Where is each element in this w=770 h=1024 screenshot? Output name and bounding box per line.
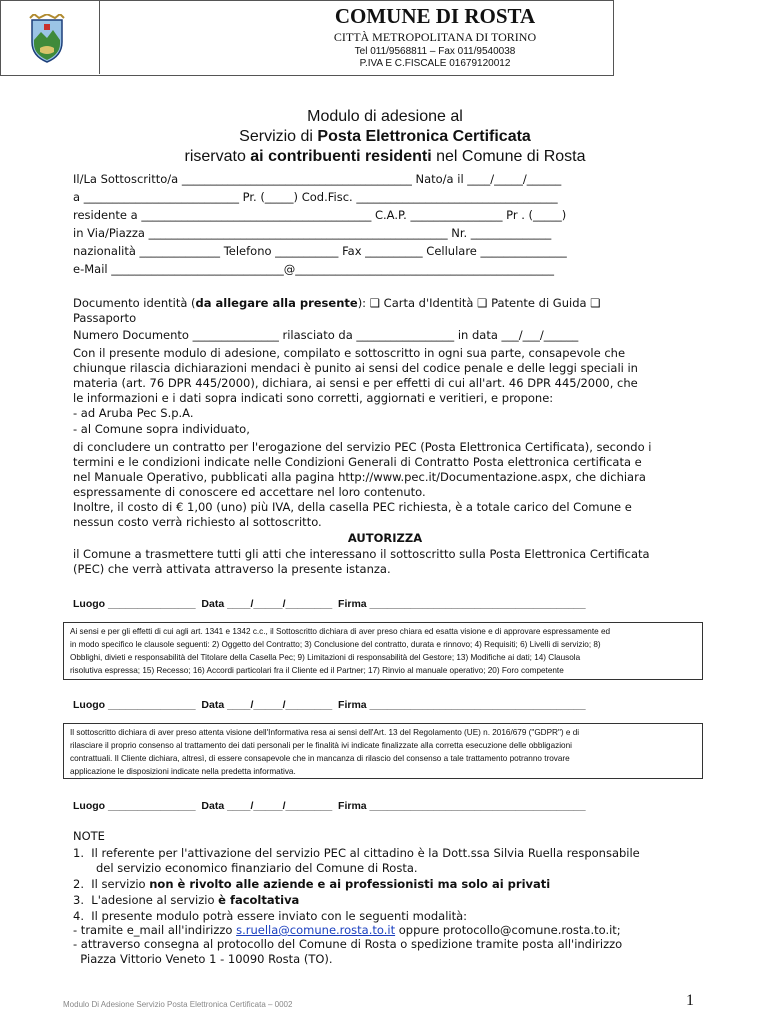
field-birthplace-taxcode[interactable]: a ___________________________ Pr. (_____) Cod.Fisc. ___________________________________ — [73, 190, 558, 204]
body-line: materia (art. 76 DPR 445/2000), dichiara, ai sensi e per effetti di cui all'art. 46 DPR 445/2000, che — [73, 376, 638, 390]
coat-of-arms-icon — [26, 14, 68, 64]
municipality-title: COMUNE DI ROSTA — [334, 4, 536, 28]
field-residence[interactable]: residente a ________________________________________ C.A.P. ________________ Pr . (_____) — [73, 208, 567, 222]
document-number-field[interactable]: Numero Documento _______________ rilasciato da _________________ in data ___/___/______ — [73, 328, 579, 342]
crest-cell — [0, 0, 100, 74]
vat-code: P.IVA E C.FISCALE 01679120012 — [359, 58, 511, 69]
body-line: le informazioni e i dati sopra indicati sono corretti, aggiornati e veritieri, e propone: — [73, 391, 554, 405]
body-line: nessun costo verrà richiesto al sottoscritto. — [73, 515, 322, 529]
clauses-text: Ai sensi e per gli effetti di cui agli art. 1341 e 1342 c.c., il Sottoscritto dichiara di aver preso chiara ed esatta visione e di approvare espressamente ed — [70, 627, 611, 636]
privacy-consent-box — [63, 723, 703, 779]
header-box — [0, 0, 614, 76]
signature-line[interactable]: Luogo _______________ Data ____/_____/________ Firma _____________________________________ — [73, 800, 586, 812]
note-post: - attraverso consegna al protocollo del Comune di Rosta o spedizione tramite posta all'indirizzo — [73, 937, 623, 951]
signature-line[interactable]: Luogo _______________ Data ____/_____/________ Firma _____________________________________ — [73, 699, 586, 711]
body-line: chiunque rilascia dichiarazioni mendaci è punito ai sensi del codice penale e delle leggi speciali in — [73, 361, 638, 375]
form-title-line1: Modulo di adesione al — [307, 108, 463, 125]
metro-city-subtitle: CITTÀ METROPOLITANA DI TORINO — [333, 30, 537, 44]
note-2: 2. Il servizio non è rivolto alle aziende e ai professionisti ma solo ai privati — [73, 877, 551, 891]
form-title-line2: Servizio di Posta Elettronica Certificata — [239, 128, 531, 145]
note-4: 4. Il presente modulo potrà essere inviato con le seguenti modalità: — [73, 909, 468, 923]
privacy-text: contrattuali. Il Cliente dichiara, altresì, di essere consapevole che in mancanza di rilascio del consenso a tale trattamento potranno trovare — [70, 754, 570, 763]
phone-fax: Tel 011/9568811 – Fax 011/9540038 — [354, 46, 516, 57]
note-1: 1. Il referente per l'attivazione del servizio PEC al cittadino è la Dott.ssa Silvia Ruella responsabile — [73, 846, 640, 860]
note-email: - tramite e_mail all'indirizzo s.ruella@comune.rosta.to.it oppure protocollo@comune.rosta.to.it; — [73, 923, 621, 937]
form-title-line3: riservato ai contribuenti residenti nel Comune di Rosta — [184, 148, 586, 165]
body-line: espressamente di conoscere ed accettare nel loro contenuto. — [73, 485, 426, 499]
authorize-text: il Comune a trasmettere tutti gli atti che interessano il sottoscritto sulla Posta Elettronica Certificata — [73, 547, 650, 561]
passport-option[interactable]: Passaporto — [73, 311, 137, 325]
note-1-cont: del servizio economico finanziario del Comune di Rosta. — [96, 861, 418, 875]
privacy-text: rilasciare il proprio consenso al trattamento dei dati personali per le finalità ivi indicate finalizzate alla corretta esecuzione delle obbligazioni — [70, 741, 572, 750]
field-email[interactable]: e-Mail ______________________________@_____________________________________________ — [73, 262, 554, 276]
clauses-text: in modo specifico le clausole seguenti: 2) Oggetto del Contratto; 3) Conclusione del contratto, durata e rinnovo; 4) Requisiti; 6) Livelli di servizio; 8) — [70, 640, 601, 649]
body-line: - ad Aruba Pec S.p.A. — [73, 406, 194, 420]
clauses-text: Obblighi, divieti e responsabilità del Titolare della Casella Pec; 9) Limitazioni di responsabilità del Gestore; 13) Modifiche ai dati; 14) Clausola — [70, 653, 581, 662]
body-line: Con il presente modulo di adesione, compilato e sottoscritto in ogni sua parte, consapevole che — [73, 346, 626, 360]
authorize-heading: AUTORIZZA — [347, 531, 423, 545]
page-number: 1 — [686, 992, 694, 1009]
field-name-birth[interactable]: Il/La Sottoscritto/a ________________________________________ Nato/a il ____/_____/______ — [73, 172, 562, 186]
email-link[interactable]: s.ruella@comune.rosta.to.it — [236, 923, 396, 937]
footer-text: Modulo Di Adesione Servizio Posta Elettronica Certificata – 0002 — [63, 1000, 293, 1009]
body-line: - al Comune sopra individuato, — [73, 422, 250, 436]
clauses-text: risolutiva espressa; 15) Recesso; 16) Accordi particolari fra il Cliente ed il Partner; 17) Rinvio al manuale operativo; 20) Foro competente — [70, 666, 564, 675]
privacy-text: applicazione le disposizioni indicate nella predetta informativa. — [70, 767, 296, 776]
note-address: Piazza Vittorio Veneto 1 - 10090 Rosta (TO). — [73, 952, 333, 966]
body-line: termini e le condizioni indicate nelle Condizioni Generali di Contratto Posta elettronica certificata e — [73, 455, 642, 469]
identity-document-options[interactable]: Documento identità (da allegare alla presente): ❑ Carta d'Identità ❑ Patente di Guida ❑ — [73, 296, 601, 310]
field-address[interactable]: in Via/Piazza ____________________________________________________ Nr. ______________ — [73, 226, 552, 240]
field-contacts[interactable]: nazionalità ______________ Telefono ___________ Fax __________ Cellulare _______________ — [73, 244, 567, 258]
note-3: 3. L'adesione al servizio è facoltativa — [73, 893, 300, 907]
signature-line[interactable]: Luogo _______________ Data ____/_____/________ Firma _____________________________________ — [73, 598, 586, 610]
clauses-approval-box — [63, 622, 703, 680]
body-line: nel Manuale Operativo, pubblicati alla pagina http://www.pec.it/Documentazione.aspx, che dichiara — [73, 470, 646, 484]
body-line: di concludere un contratto per l'erogazione del servizio PEC (Posta Elettronica Certificata), secondo i — [73, 440, 652, 454]
body-line: Inoltre, il costo di € 1,00 (uno) più IVA, della casella PEC richiesta, è a totale carico del Comune e — [73, 500, 632, 514]
authorize-text: (PEC) che verrà attivata attraverso la presente istanza. — [73, 562, 391, 576]
notes-title: NOTE — [73, 829, 105, 843]
privacy-text: Il sottoscritto dichiara di aver preso attenta visione dell'Informativa resa ai sensi dell'Art. 13 del Regolamento (UE) n. 2016/679 ("GDPR") e di — [70, 728, 580, 737]
